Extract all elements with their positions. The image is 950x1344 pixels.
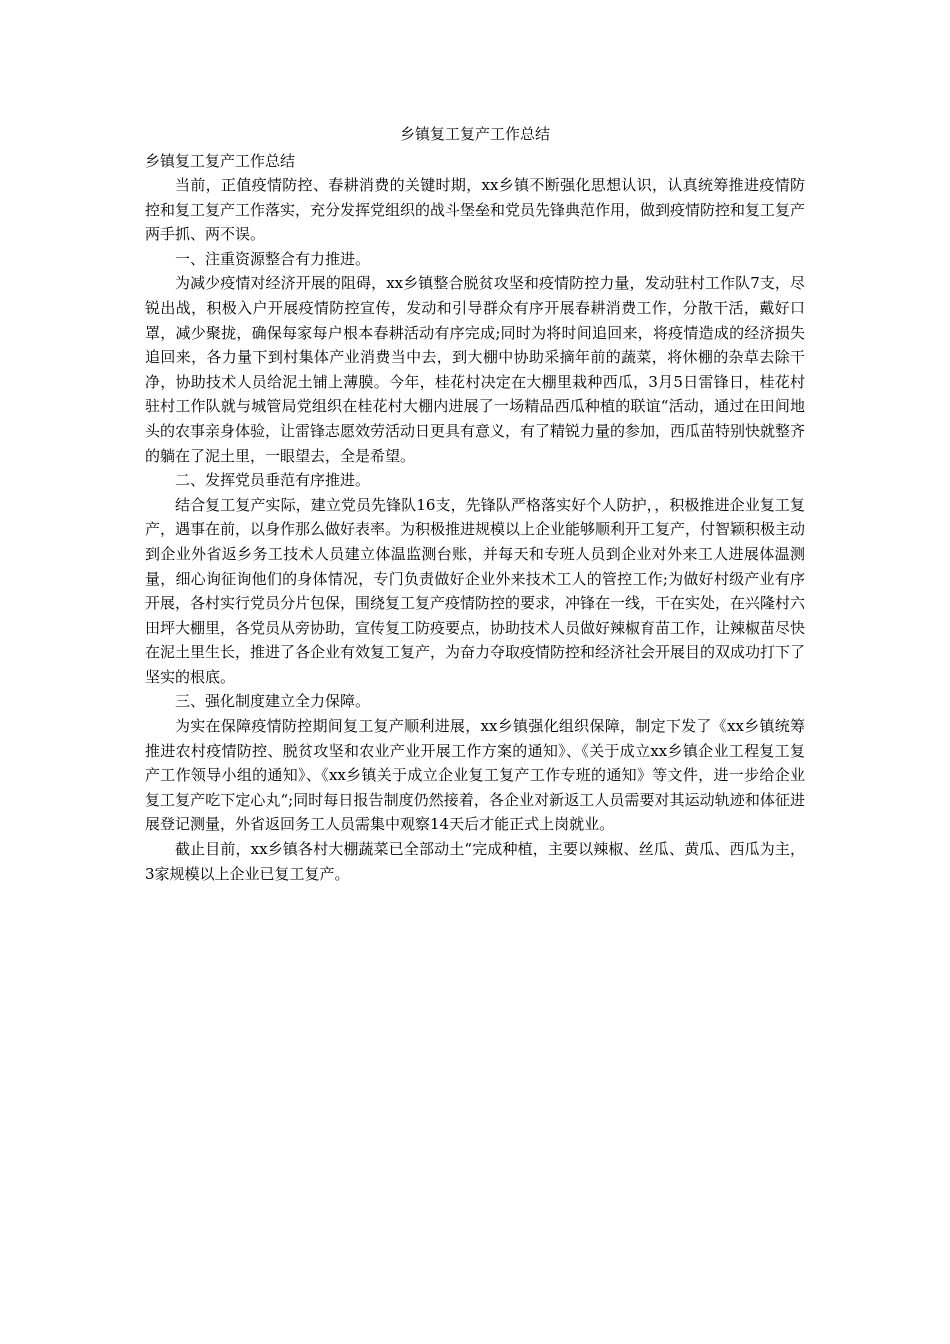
section-heading-3: 三、强化制度建立全力保障。 — [175, 692, 371, 711]
document-title: 乡镇复工复产工作总结 — [399, 125, 550, 143]
section-body-3: 为实在保障疫情防控期间复工复产顺利进展，xx乡镇强化组织保障，制定下发了《xx乡镇统筹推进农村疫情防控、脱贫攻坚和农业产业开展工作方案的通知》、《关于成立xx乡镇企业工程复工复产工作领导小组的通知》、《xx乡镇关于成立企业复工复产工作专班的通知》等文件，进一步给企业复工复产吃下定心丸“;同时每日报告制度仍然接着，各企业对新返工人员需要对其运动轨迹和体征进展登记测量，外省返回务工人员需集中观察14天后才能正式上岗就业。 — [145, 717, 805, 834]
intro-paragraph: 当前，正值疫情防控、春耕消费的关键时期，xx乡镇不断强化思想认识，认真统筹推进疫情防控和复工复产工作落实，充分发挥党组织的战斗堡垒和党员先锋典范作用，做到疫情防控和复工复产两手抓、两不误。 — [145, 176, 806, 244]
document-page — [145, 124, 805, 886]
section-heading-1: 一、注重资源整合有力推进。 — [175, 249, 371, 268]
section-heading-2: 二、发挥党员垂范有序推进。 — [175, 471, 371, 490]
section-body-1: 为减少疫情对经济开展的阻碍，xx乡镇整合脱贫攻坚和疫情防控力量，发动驻村工作队7支，尽锐出战，积极入户开展疫情防控宣传，发动和引导群众有序开展春耕消费工作，分散干活，戴好口罩，减少聚拢，确保每家每户根本春耕活动有序完成;同时为将时间追回来，将疫情造成的经济损失追回来，各力量下到村集体产业消费当中去，到大棚中协助采摘年前的蔬菜，将休棚的杂草去除干净，协助技术人员给泥土铺上薄膜。今年，桂花村决定在大棚里栽种西瓜，3月5日雷锋日，桂花村驻村工作队就与城管局党组织在桂花村大棚内进展了一场精品西瓜种植的联谊“活动，通过在田间地头的农事亲身体验，让雷锋志愿效劳活动日更具有意义，有了精锐力量的参加，西瓜苗特别快就整齐的躺在了泥土里，一眼望去，全是希望。 — [145, 274, 806, 465]
section-body-2: 结合复工复产实际，建立党员先锋队16支，先锋队严格落实好个人防护，，积极推进企业复工复产，遇事在前，以身作那么做好表率。为积极推进规模以上企业能够顺利开工复产，付智颖积极主动到企业外省返乡务工技术人员建立体温监测台账，并每天和专班人员到企业对外来工人进展体温测量，细心询征询他们的身体情况，专门负责做好企业外来技术工人的管控工作;为做好村级产业有序开展，各村实行党员分片包保，围绕复工复产疫情防控的要求，冲锋在一线，干在实处，在兴隆村六田坪大棚里，各党员从旁协助，宣传复工防疫要点，协助技术人员做好辣椒育苗工作，让辣椒苗尽快在泥土里生长，推进了各企业有效复工复产，为奋力夺取疫情防控和经济社会开展目的双成功打下了坚实的根底。 — [145, 495, 806, 686]
conclusion-paragraph: 截止目前，xx乡镇各村大棚蔬菜已全部动土“完成种植，主要以辣椒、丝瓜、黄瓜、西瓜为主，3家规模以上企业已复工复产。 — [145, 840, 805, 883]
document-subtitle: 乡镇复工复产工作总结 — [145, 152, 296, 170]
